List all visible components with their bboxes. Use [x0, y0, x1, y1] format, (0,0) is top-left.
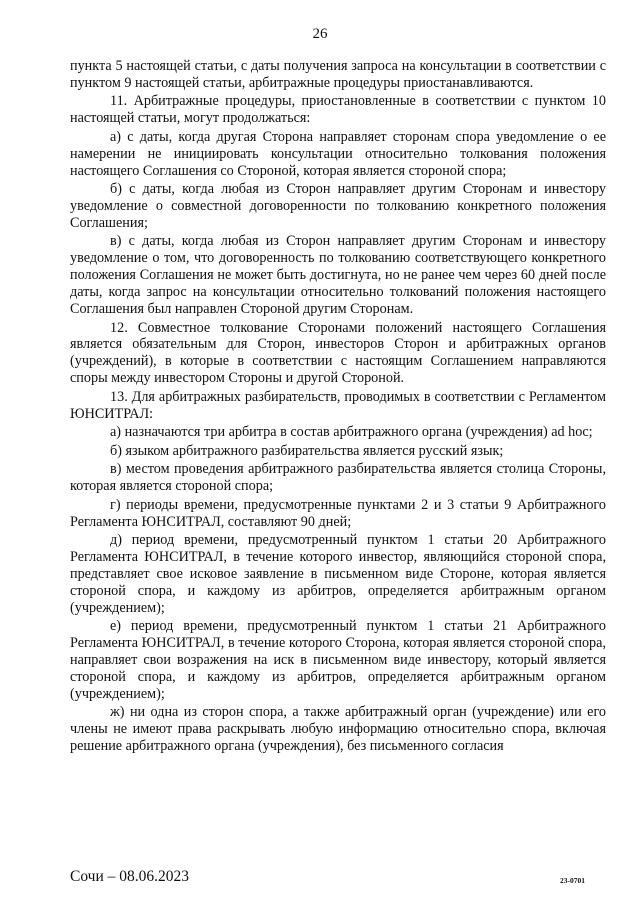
paragraph: ж) ни одна из сторон спора, а также арбитражный орган (учреждение) или его члены не имеют права раскрывать любую информацию относительно спора, включая решение арбитражного органа (учреждения), без письменного согласия [70, 704, 606, 755]
document-body [70, 58, 606, 757]
paragraph: в) местом проведения арбитражного разбирательства является столица Стороны, которая является стороной спора; [70, 461, 606, 495]
paragraph: д) период времени, предусмотренный пунктом 1 статьи 20 Арбитражного Регламента ЮНСИТРАЛ, в течение которого инвестор, являющийся стороной спора, представляет свое исковое заявление в письменном виде Стороне, которая является стороной спора, и каждому из арбитров, определяется арбитражным органом (учреждением); [70, 532, 606, 616]
paragraph: 13. Для арбитражных разбирательств, проводимых в соответствии с Регламентом ЮНСИТРАЛ: [70, 388, 606, 422]
paragraph: а) назначаются три арбитра в состав арбитражного органа (учреждения) ad hoc; [110, 424, 593, 441]
paragraph: б) с даты, когда любая из Сторон направляет другим Сторонам и инвестору уведомление о совместной договоренности по толкованию конкретного положения Соглашения; [70, 181, 606, 231]
paragraph: в) с даты, когда любая из Сторон направляет другим Сторонам и инвестору уведомление о том, что договоренность по толкованию соответствующего конкретного положения Соглашения не может быть достигнута, но не ранее чем через 60 дней после даты, когда запрос на консультации относительно толкований положения настоящего Соглашения был направлен Стороной другим Сторонам. [70, 233, 606, 318]
paragraph: а) с даты, когда другая Сторона направляет сторонам спора уведомление о ее намерении не инициировать консультации относительно толкования положения настоящего Соглашения со Стороной, которая является стороной спора; [70, 128, 606, 179]
paragraph: 11. Арбитражные процедуры, приостановленные в соответствии с пунктом 10 настоящей статьи, могут продолжаться: [70, 93, 606, 127]
paragraph: пункта 5 настоящей статьи, с даты получения запроса на консультации в соответствии с пунктом 9 настоящей статьи, арбитражные процедуры приостанавливаются. [70, 58, 606, 91]
paragraph: е) период времени, предусмотренный пунктом 1 статьи 21 Арбитражного Регламента ЮНСИТРАЛ, в течение которого Сторона, которая является стороной спора, направляет свои возражения на иск в письменном виде инвестору, который является стороной спора, и каждому из арбитров, определяется арбитражным органом (учреждением); [70, 618, 606, 702]
paragraph: б) языком арбитражного разбирательства является русский язык; [110, 442, 504, 459]
paragraph: 12. Совместное толкование Сторонами положений настоящего Соглашения является обязательным для Сторон, инвесторов Сторон и арбитражных органов (учреждений), в которые в соответствии с настоящим Соглашением направляются споры между инвестором Стороны и другой Стороной. [70, 319, 606, 387]
footer-place-date: Сочи – 08.06.2023 [70, 868, 190, 885]
footer-code: 23-0701 [560, 876, 585, 885]
paragraph: г) периоды времени, предусмотренные пунктами 2 и 3 статьи 9 Арбитражного Регламента ЮНСИТРАЛ, составляют 90 дней; [70, 496, 606, 530]
page-number: 26 [312, 26, 328, 42]
